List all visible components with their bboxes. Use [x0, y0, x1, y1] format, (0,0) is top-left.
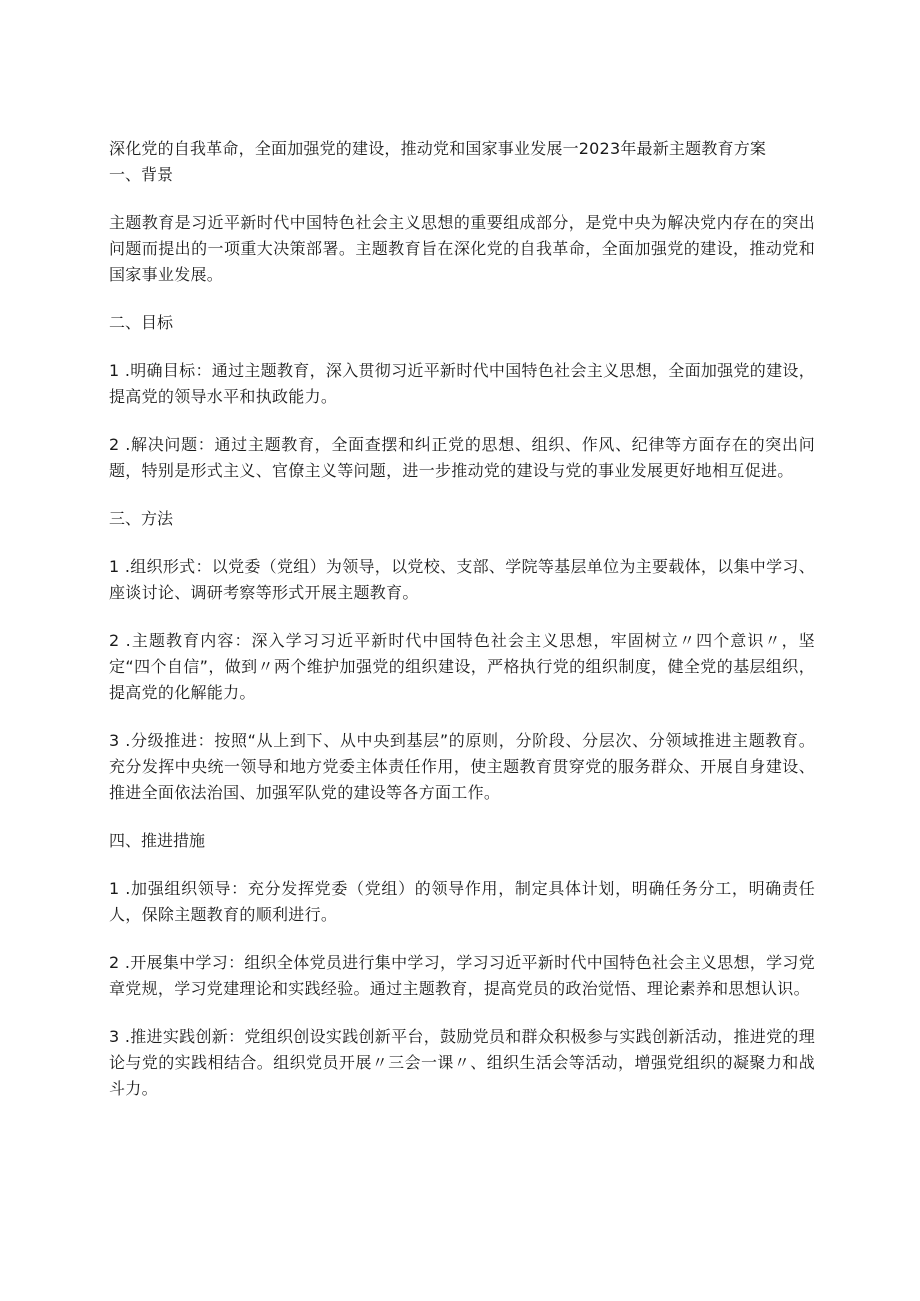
list-item: 2 .解决问题：通过主题教育，全面查摆和纠正党的思想、组织、作风、纪律等方面存在的突出问题，特别是形式主义、官僚主义等问题，进一步推动党的建设与党的事业发展更好地相互促进。 [109, 435, 815, 480]
list-item: 3 .分级推进：按照“从上到下、从中央到基层”的原则，分阶段、分层次、分领域推进主题教育。充分发挥中央统一领导和地方党委主体责任作用，使主题教育贯穿党的服务群众、开展自身建设、推进全面依法治国、加强军队党的建设等各方面工作。 [109, 731, 815, 802]
document-body [109, 136, 815, 1102]
list-item: 1 .加强组织领导：充分发挥党委（党组）的领导作用，制定具体计划，明确任务分工，明确责任人，保除主题教育的顺利进行。 [109, 879, 815, 924]
list-item: 1 .组织形式：以党委（党组）为领导，以党校、支部、学院等基层单位为主要载体，以集中学习、座谈讨论、调研考察等形式开展主题教育。 [109, 557, 815, 602]
section-heading-goals: 二、目标 [109, 313, 174, 332]
section-heading-methods: 三、方法 [109, 509, 174, 528]
section-heading-measures: 四、推进措施 [109, 831, 206, 850]
document-title: 深化党的自我革命，全面加强党的建设，推动党和国家事业发展一2023年最新主题教育方案 [109, 139, 767, 158]
section-heading-background: 一、背景 [109, 165, 174, 184]
list-item: 2 .主题教育内容：深入学习习近平新时代中国特色社会主义思想，牢固树立〃四个意识〃，坚定“四个自信”，做到〃两个维护加强党的组织建设，严格执行党的组织制度，健全党的基层组织，提高党的化解能力。 [109, 631, 815, 702]
list-item: 3 .推进实践创新：党组织创设实践创新平台，鼓励党员和群众积极参与实践创新活动，推进党的理论与党的实践相结合。组织党员开展〃三会一课〃、组织生活会等活动，增强党组织的凝聚力和战斗力。 [109, 1027, 815, 1098]
list-item: 2 .开展集中学习：组织全体党员进行集中学习，学习习近平新时代中国特色社会主义思想，学习党章党规，学习党建理论和实践经验。通过主题教育，提高党员的政治觉悟、理论素养和思想认识。 [109, 953, 815, 998]
list-item: 1 .明确目标：通过主题教育，深入贯彻习近平新时代中国特色社会主义思想，全面加强党的建设，提高党的领导水平和执政能力。 [109, 361, 815, 406]
paragraph: 主题教育是习近平新时代中国特色社会主义思想的重要组成部分，是党中央为解决党内存在的突出问题而提出的一项重大决策部署。主题教育旨在深化党的自我革命，全面加强党的建设，推动党和国家事业发展。 [109, 213, 815, 284]
